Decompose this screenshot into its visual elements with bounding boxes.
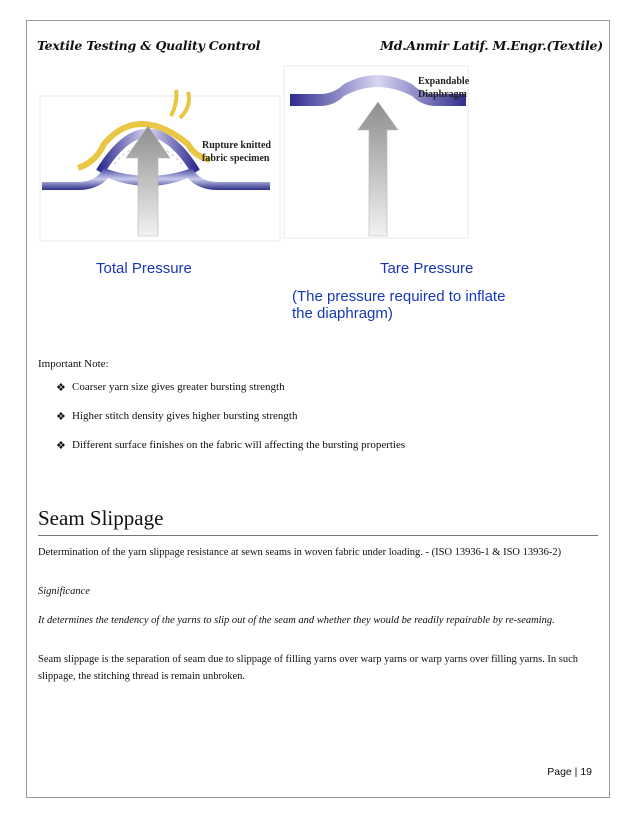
caption-tare-pressure: Tare Pressure (380, 260, 474, 277)
caption-tare-sub-line1: (The pressure required to inflate (292, 288, 506, 305)
page-header (37, 38, 603, 60)
list-item (56, 381, 405, 410)
diamond-bullet-icon: ❖ (56, 382, 66, 394)
section-title: Seam Slippage (38, 506, 164, 530)
diaphragm-label-line1: Expandable (418, 76, 470, 87)
significance-paragraph: It determines the tendency of the yarns to slip out of the seam and whether they would be readily repairable by re-seaming. (38, 615, 555, 626)
important-note-title: Important Note: (38, 358, 109, 370)
list-item (56, 439, 405, 468)
left-panel-frame (40, 96, 280, 241)
diamond-bullet-icon: ❖ (56, 411, 66, 423)
seam-slippage-paragraph: Seam slippage is the separation of seam due to slippage of filling yarns over warp yarns or warp yarns over filling yarns. In such slippage, the stitching thread is remain unbroken. (38, 654, 579, 682)
caption-tare-sub-line2: the diaphragm) (292, 305, 393, 322)
bursting-test-figure (38, 64, 598, 334)
total-pressure-diagram (40, 90, 280, 241)
list-item (56, 410, 405, 439)
note-item-text: Higher stitch density gives higher bursting strength (72, 410, 298, 422)
note-item-text: Coarser yarn size gives greater bursting strength (72, 381, 285, 393)
note-item-text: Different surface finishes on the fabric will affecting the bursting properties (72, 439, 406, 451)
definition-paragraph: Determination of the yarn slippage resistance at sewn seams in woven fabric under loading. - (ISO 13936-1 & ISO 13936-2) (38, 547, 562, 558)
rupture-label-line1: Rupture knitted (202, 140, 271, 151)
header-author: Md.Anmir Latif. M.Engr.(Textile) (380, 38, 603, 53)
rupture-label-line2: fabric specimen (202, 153, 270, 164)
page-number: Page | 19 (547, 766, 592, 778)
significance-label: Significance (38, 586, 90, 597)
diaphragm-label-line2: Diaphragm (418, 89, 467, 100)
tare-pressure-diagram (284, 66, 470, 238)
header-title: Textile Testing & Quality Control (37, 38, 261, 53)
section-divider (38, 535, 598, 536)
diamond-bullet-icon: ❖ (56, 440, 66, 452)
caption-total-pressure: Total Pressure (96, 260, 192, 277)
note-bullet-list (56, 381, 405, 468)
